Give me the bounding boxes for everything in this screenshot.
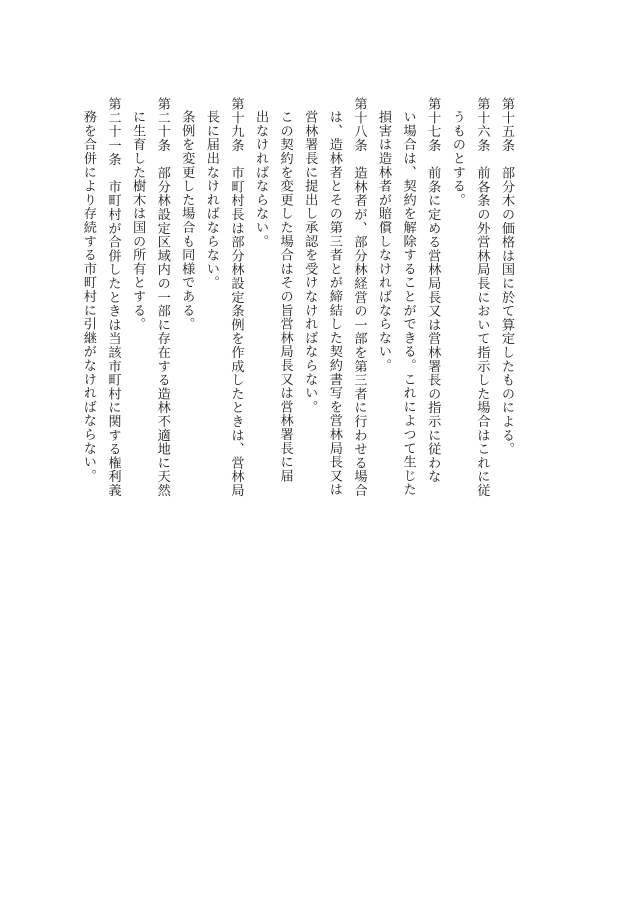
- article-18-line-2: は、造林者とその第三者とが締結した契約書写を営林局長又は: [326, 110, 342, 497]
- article-19-line-3: 条例を変更した場合も同様である。: [179, 110, 195, 331]
- article-15-line-1: 第十五条 部分木の価格は国に於て算定したものによる。: [499, 97, 514, 456]
- article-18-line-4: この契約を変更した場合はその旨営林局長又は営林署長に届: [277, 110, 293, 483]
- article-16-line-1: 第十六条 前各条の外営林局長において指示した場合はこれに従: [474, 97, 490, 498]
- article-17-line-1: 第十七条 前条に定める営林局長又は営林署長の指示に従わな: [425, 97, 441, 484]
- article-18-line-3: 営林署長に提出し承認を受けなければならない。: [302, 110, 318, 414]
- article-19-line-1: 第十九条 市町村長は部分林設定条例を作成したときは、営林局: [228, 97, 244, 498]
- article-20-line-1: 第二十条 部分林設定区域内の一部に存在する造林不適地に天然: [154, 97, 170, 498]
- article-16-line-2: うものとする。: [449, 110, 465, 207]
- article-19-line-2: 長に届出なければならない。: [203, 110, 219, 290]
- article-18-line-1: 第十八条 造林者が、部分林経営の一部を第三者に行わせる場合: [351, 97, 367, 498]
- article-20-line-2: に生育した樹木は国の所有とする。: [130, 110, 146, 331]
- article-18-line-5: 出なければならない。: [253, 110, 269, 248]
- article-17-line-2: い場合は、契約を解除することができる。これによつて生じた: [400, 110, 416, 497]
- article-21-line-1: 第二十一条 市町村が合併したときは当該市町村に関する権利義: [105, 97, 121, 498]
- article-21-line-2: 務を合併により存続する市町村に引継がなければならない。: [80, 110, 96, 483]
- article-17-line-3: 損害は造林者が賠償しなければならない。: [376, 110, 392, 373]
- vertical-text-block: [75, 97, 518, 498]
